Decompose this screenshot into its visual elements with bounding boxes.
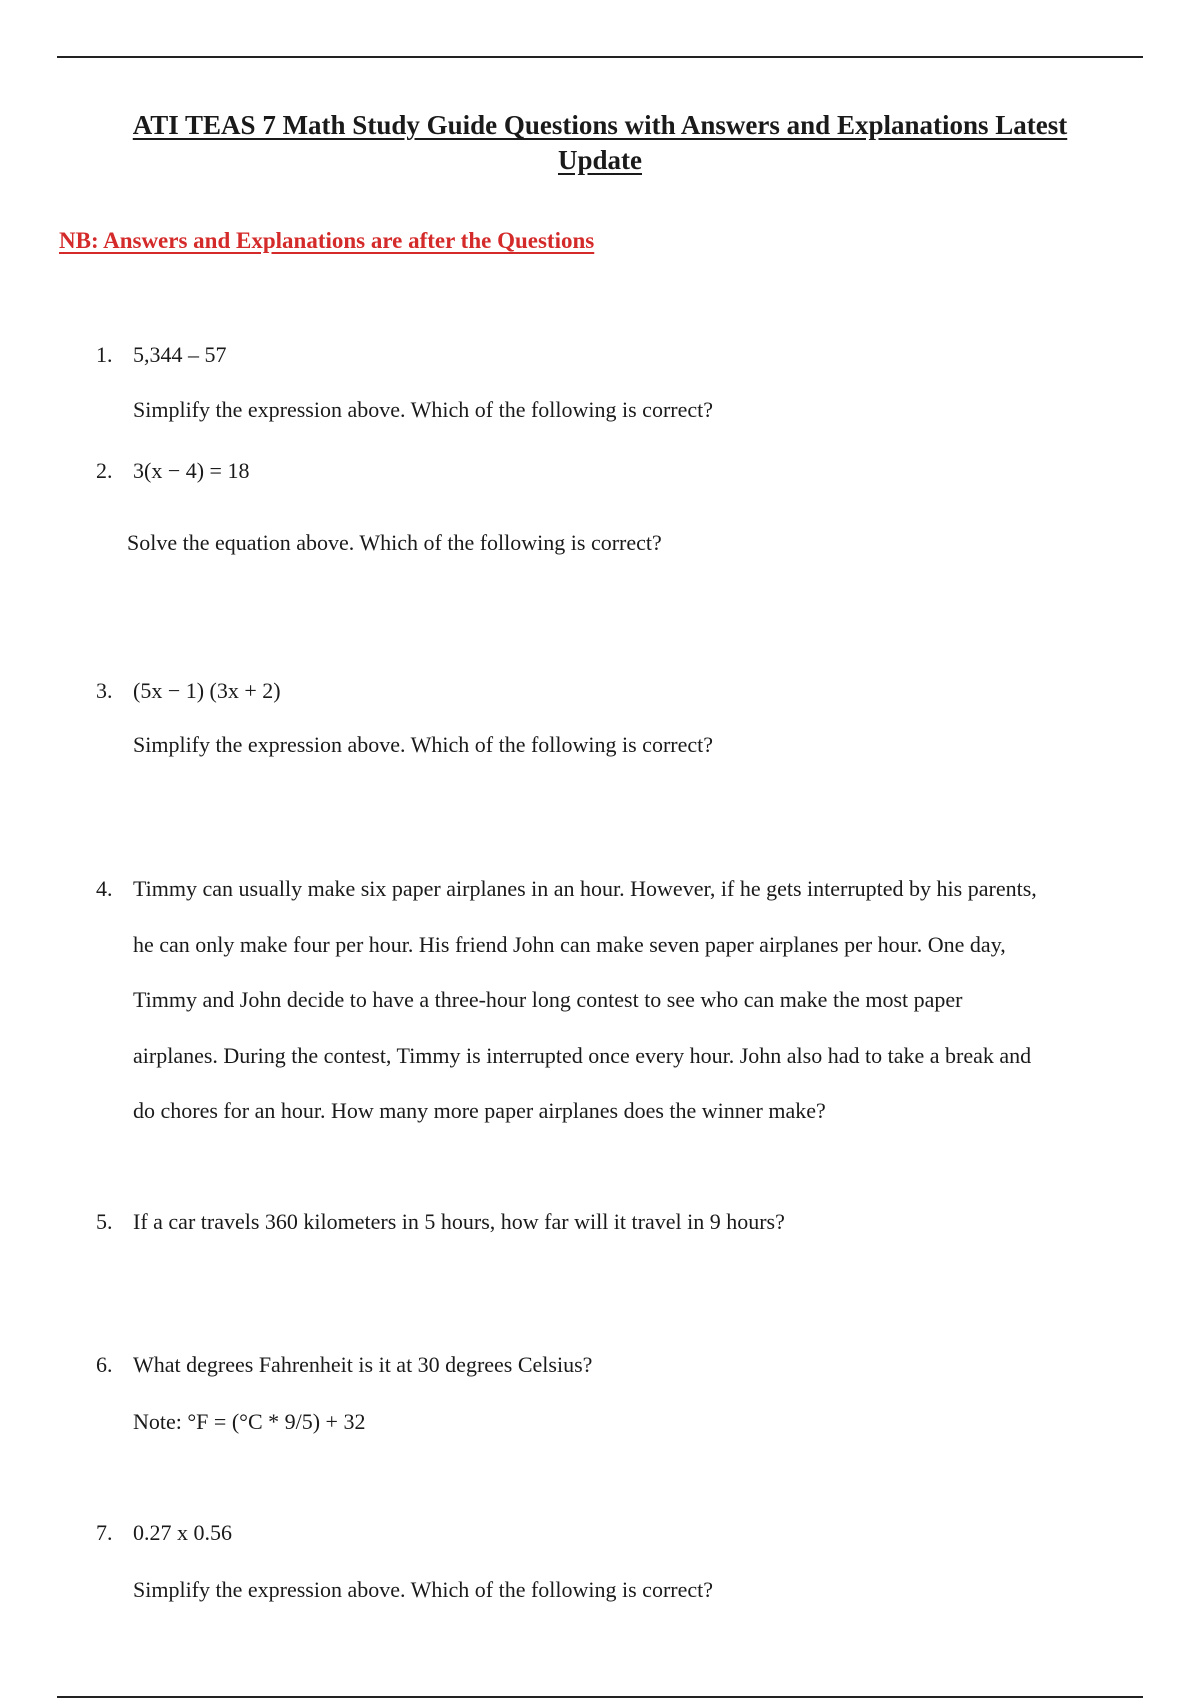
question-expression: (5x − 1) (3x + 2) — [133, 678, 281, 703]
question-text-line: Timmy can usually make six paper airplanes in an hour. However, if he gets interrupted by his parents, — [133, 876, 1037, 901]
question-number: 4. — [96, 876, 113, 901]
question-number: 3. — [96, 678, 113, 703]
question-text-line: he can only make four per hour. His friend John can make seven paper airplanes per hour. One day, — [133, 932, 1006, 957]
title-line-2: Update — [557, 145, 642, 175]
question-expression: 0.27 x 0.56 — [133, 1520, 232, 1545]
question-expression: 5,344 – 57 — [133, 342, 227, 367]
answers-notice: NB: Answers and Explanations are after the Questions — [59, 228, 595, 253]
question-text-line: What degrees Fahrenheit is it at 30 degrees Celsius? — [133, 1352, 593, 1377]
title-line-1: ATI TEAS 7 Math Study Guide Questions with Answers and Explanations Latest — [132, 110, 1068, 140]
question-number: 2. — [96, 458, 113, 483]
question-number: 6. — [96, 1352, 113, 1377]
question-number: 1. — [96, 342, 113, 367]
question-number: 5. — [96, 1209, 113, 1234]
question-prompt: Simplify the expression above. Which of the following is correct? — [133, 397, 714, 422]
bottom-divider — [57, 1696, 1143, 1698]
question-prompt: Simplify the expression above. Which of the following is correct? — [133, 1577, 714, 1602]
question-note: Note: °F = (°C * 9/5) + 32 — [133, 1409, 366, 1434]
question-text-line: airplanes. During the contest, Timmy is interrupted once every hour. John also had to take a break and — [133, 1043, 1032, 1068]
top-divider — [57, 56, 1143, 58]
question-number: 7. — [96, 1520, 113, 1545]
question-text-line: Timmy and John decide to have a three-hour long contest to see who can make the most paper — [133, 987, 963, 1012]
question-text-line: If a car travels 360 kilometers in 5 hours, how far will it travel in 9 hours? — [133, 1209, 785, 1234]
page-title — [90, 108, 1110, 178]
question-text-line: do chores for an hour. How many more paper airplanes does the winner make? — [133, 1098, 826, 1123]
question-prompt: Solve the equation above. Which of the following is correct? — [127, 530, 662, 555]
question-prompt: Simplify the expression above. Which of the following is correct? — [133, 732, 714, 757]
question-expression: 3(x − 4) = 18 — [133, 458, 250, 483]
